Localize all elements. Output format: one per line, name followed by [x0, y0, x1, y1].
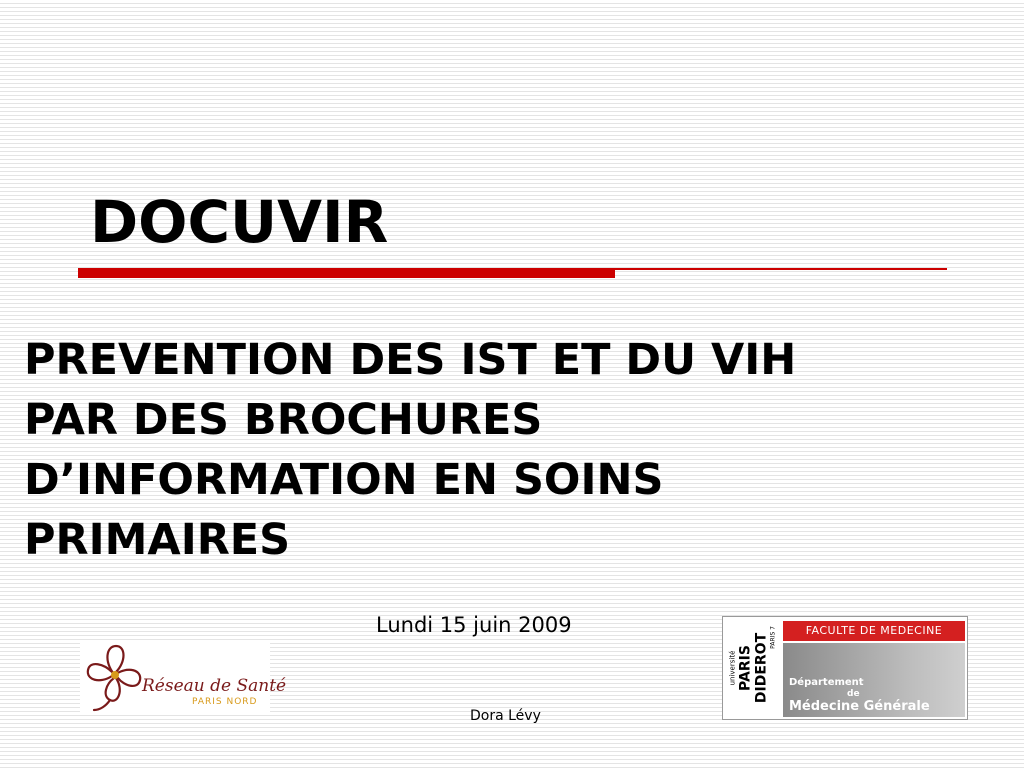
reseau-name: Réseau de Santé: [142, 676, 287, 696]
reseau-subtitle: PARIS NORD: [192, 697, 258, 707]
univ-paris7-label: PARIS 7: [769, 626, 777, 649]
universite-paris-diderot-mark: [723, 617, 783, 719]
faculte-header: FACULTE DE MEDECINE: [783, 621, 965, 641]
subtitle-line: PREVENTION DES IST ET DU VIH: [24, 335, 797, 385]
presentation-author: Dora Lévy: [470, 708, 541, 724]
faculte-medgen-label: Médecine Générale: [789, 699, 930, 714]
subtitle-line: D’INFORMATION EN SOINS: [24, 455, 664, 505]
presentation-date: Lundi 15 juin 2009: [376, 613, 572, 637]
univ-paris-label: PARIS: [737, 645, 754, 691]
univ-diderot-label: DIDEROT: [753, 632, 770, 704]
flower-icon: [80, 640, 150, 714]
title-underline-thick: [78, 268, 615, 278]
slide-title: DOCUVIR: [90, 188, 389, 256]
faculte-de-label: de: [847, 689, 860, 699]
faculte-dept-label: Département: [789, 677, 864, 688]
faculte-medecine-logo: [722, 616, 968, 720]
univ-small-label: université: [728, 650, 737, 686]
reseau-sante-logo: [80, 640, 287, 714]
subtitle-line: PRIMAIRES: [24, 515, 291, 565]
subtitle-line: PAR DES BROCHURES: [24, 395, 543, 445]
faculte-body: [783, 643, 965, 717]
slide-subtitle: [24, 330, 1004, 570]
title-underline-thin: [615, 268, 947, 270]
